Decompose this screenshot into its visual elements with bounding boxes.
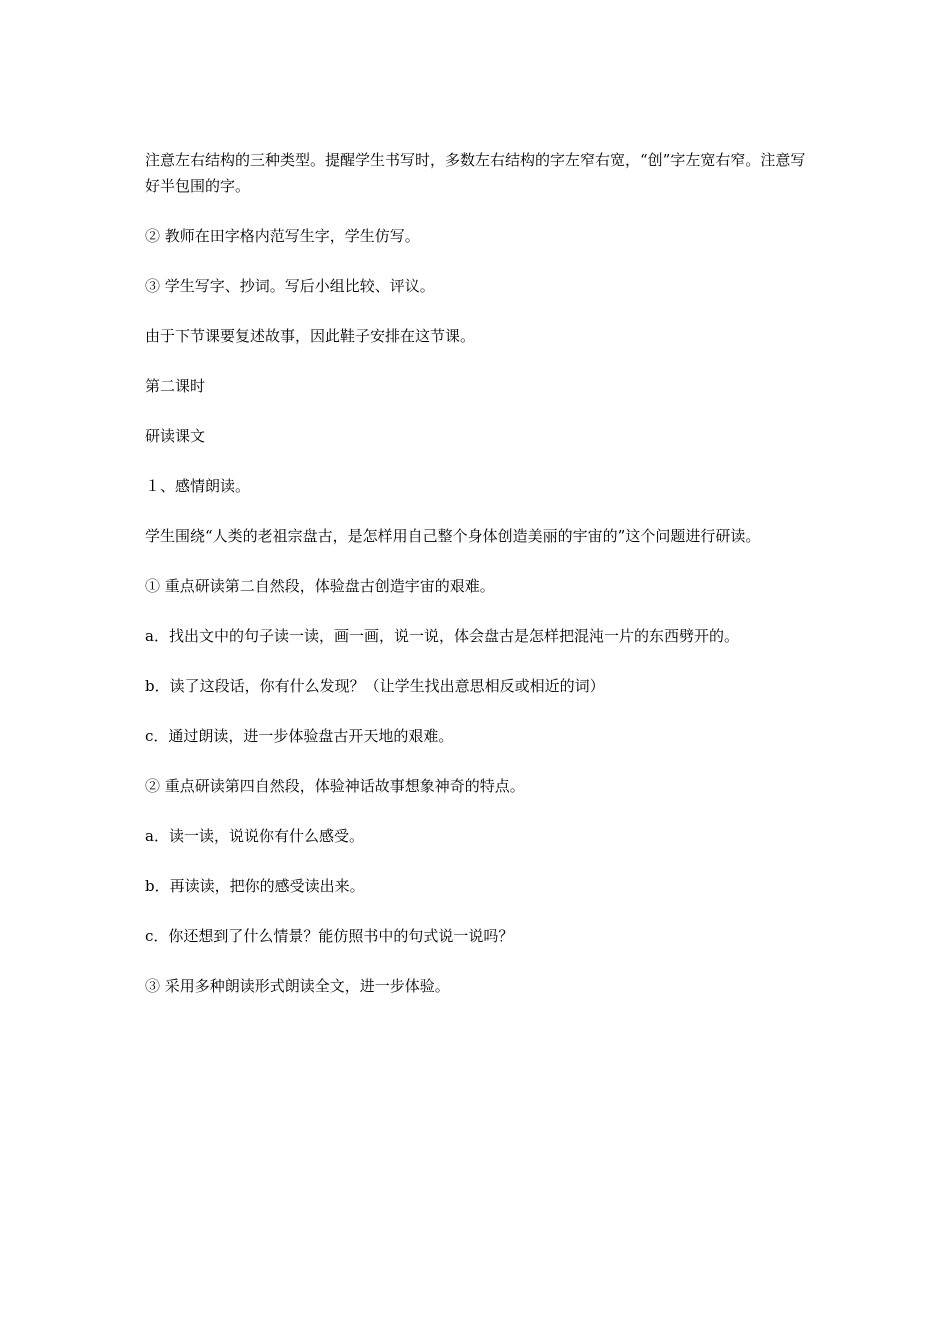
list-item-b-discoveries: b．读了这段话，你有什么发现？（让学生找出意思相反或相近的词） <box>145 677 605 695</box>
paragraph-focus-second-section: ① 重点研读第二自然段，体验盘古创造宇宙的艰难。 <box>145 577 495 595</box>
paragraph-study-question: 学生围绕“人类的老祖宗盘古，是怎样用自己整个身体创造美丽的宇宙的”这个问题进行研读。 <box>145 527 761 545</box>
list-item-a-find-sentences: a．找出文中的句子读一读，画一画，说一说，体会盘古是怎样把混沌一片的东西劈开的。 <box>145 627 739 645</box>
list-item-b-reread: b．再读读，把你的感受读出来。 <box>145 877 365 895</box>
section-heading-study-text: 研读课文 <box>145 427 206 445</box>
paragraph-scheduling-note: 由于下节课要复述故事，因此鞋子安排在这节课。 <box>145 327 476 345</box>
paragraph-full-reading: ③ 采用多种朗读形式朗读全文，进一步体验。 <box>145 977 450 995</box>
list-item-c-imagine: c．你还想到了什么情景？能仿照书中的句式说一说吗？ <box>145 927 514 945</box>
list-item-a-feelings: a．读一读，说说你有什么感受。 <box>145 827 364 845</box>
paragraph-focus-fourth-section: ② 重点研读第四自然段，体验神话故事想象神奇的特点。 <box>145 777 525 795</box>
list-item-c-read-aloud: c．通过朗读，进一步体验盘古开天地的艰难。 <box>145 727 454 745</box>
section-heading-second-lesson: 第二课时 <box>145 377 206 395</box>
list-item-emotional-reading: １、感情朗读。 <box>145 477 251 495</box>
paragraph-teacher-demo: ② 教师在田字格内范写生字，学生仿写。 <box>145 227 420 245</box>
paragraph-writing-notes: 注意左右结构的三种类型。提醒学生书写时，多数左右结构的字左窄右宽，“创”字左宽右窄。注意写好半包围的字。 <box>145 151 806 195</box>
paragraph-student-copy: ③ 学生写字、抄词。写后小组比较、评议。 <box>145 277 435 295</box>
document-body <box>145 147 813 1023</box>
